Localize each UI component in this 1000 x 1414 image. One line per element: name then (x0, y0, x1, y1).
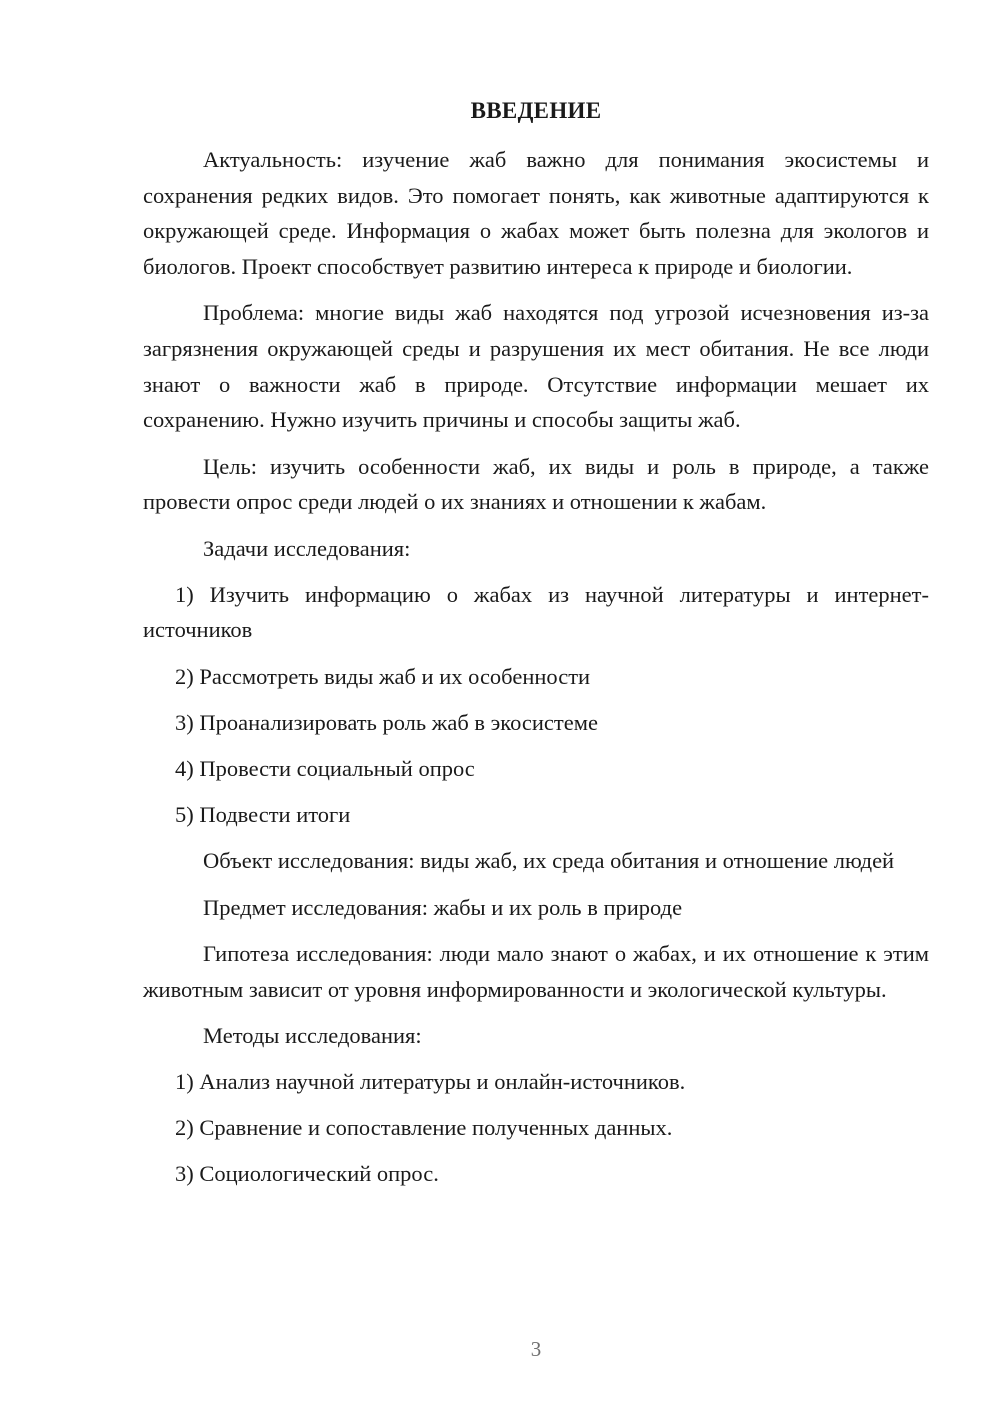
page-title: ВВЕДЕНИЕ (470, 98, 602, 123)
method-item-2: 2) Сравнение и сопоставление полученных данных. (175, 1115, 673, 1141)
document-page (143, 0, 929, 1414)
relevance-paragraph: Актуальность: изучение жаб важно для понимания экосистемы и сохранения редких видов. Это помогает понять, как животные адаптируются к окружающей среде. Информация о жабах может быть полезна для экологов и биологов. Проект способствует развитию интереса к природе и биологии. (143, 147, 929, 280)
subject-paragraph: Предмет исследования: жабы и их роль в природе (203, 894, 683, 920)
tasks-title: Задачи исследования: (203, 535, 411, 561)
task-item-4: 4) Провести социальный опрос (175, 756, 475, 782)
task-item-3: 3) Проанализировать роль жаб в экосистеме (175, 709, 598, 735)
goal-paragraph: Цель: изучить особенности жаб, их виды и роль в природе, а также провести опрос среди людей о их знаниях и отношении к жабам. (143, 453, 929, 515)
hypothesis-paragraph: Гипотеза исследования: люди мало знают о жабах, и их отношение к этим животным зависит от уровня информированности и экологической культуры. (143, 940, 929, 1002)
document-body (143, 142, 929, 1203)
task-item-5: 5) Подвести итоги (175, 802, 351, 828)
problem-paragraph: Проблема: многие виды жаб находятся под угрозой исчезновения из-за загрязнения окружающей среды и разрушения их мест обитания. Не все люди знают о важности жаб в природе. Отсутствие информации мешает их сохранению. Нужно изучить причины и способы защиты жаб. (143, 300, 929, 433)
method-item-3: 3) Социологический опрос. (175, 1161, 439, 1187)
method-item-1: 1) Анализ научной литературы и онлайн-источников. (175, 1068, 686, 1094)
methods-title: Методы исследования: (203, 1022, 422, 1048)
task-item-2: 2) Рассмотреть виды жаб и их особенности (175, 663, 591, 689)
object-paragraph: Объект исследования: виды жаб, их среда обитания и отношение людей (203, 848, 895, 874)
page-number: 3 (530, 1337, 542, 1361)
task-item-1: 1) Изучить информацию о жабах из научной литературы и интернет-источников (143, 581, 929, 643)
